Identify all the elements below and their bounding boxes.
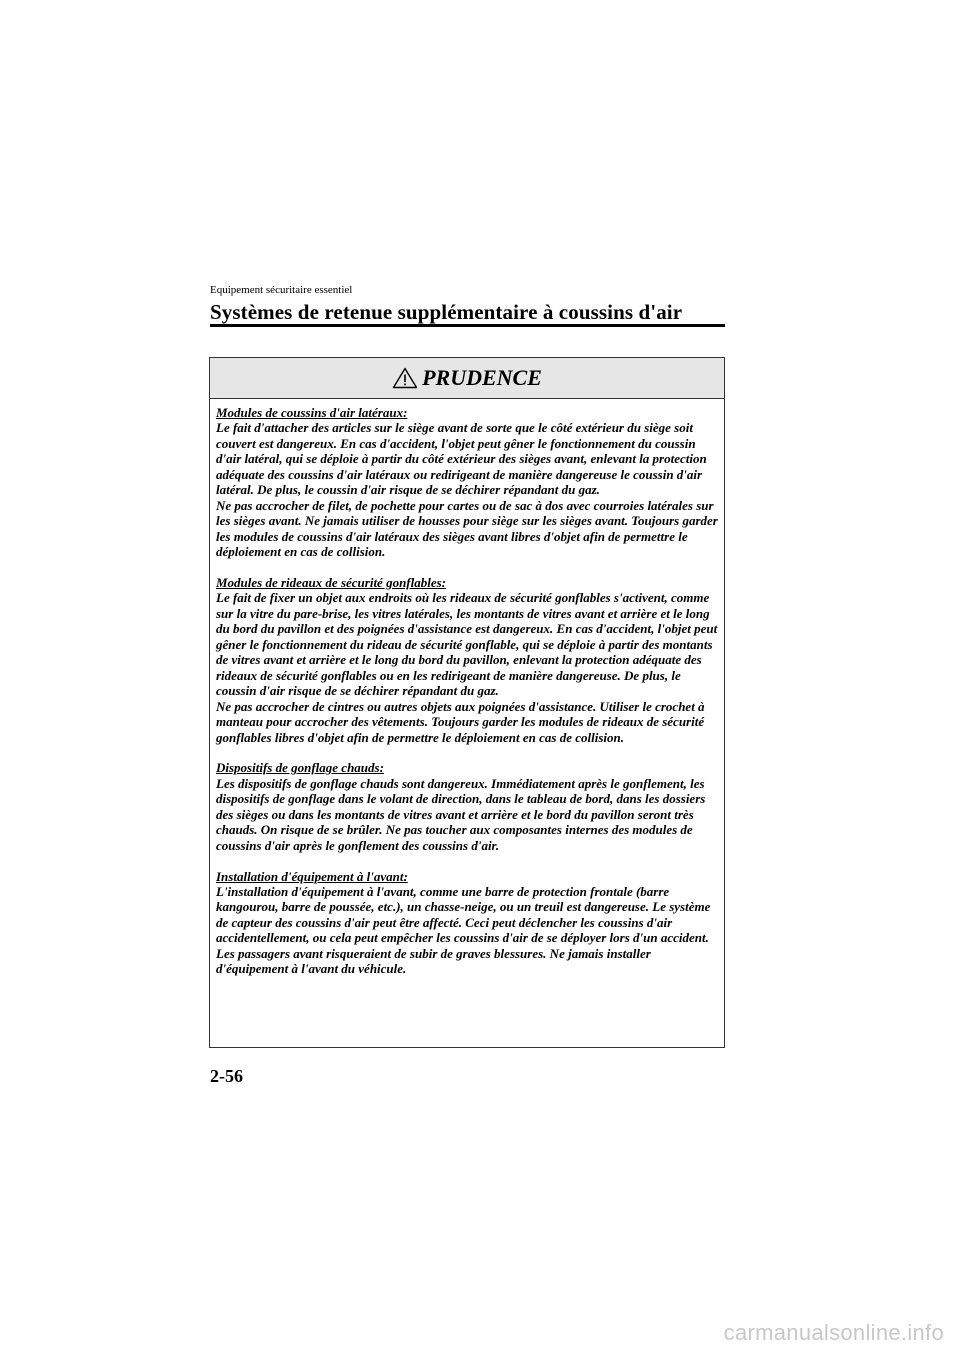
warning-section-hot-inflators [216,760,718,853]
section-text: Le fait d'attacher des articles sur le siège avant de sorte que le côté extérieur du siège soit couvert est dangereux. En cas d'accident, l'objet peut gêner le fonctionnement du coussin d'air latéral, qui se déploie à partir du côté extérieur des sièges avant, enlevant la protection adéquate des coussins d'air latéraux ou redirigeant de manière dangereuse le coussin d'air latéral. De plus, le coussin d'air risque de se déchirer répandant du gaz. Ne pas accrocher de filet, de pochette pour cartes ou de sac à dos avec courroies latérales sur les sièges avant. Ne jamais utiliser de housses pour siège sur les sièges avant. Toujours garder les modules de coussins d'air latéraux des sièges avant libres d'objet afin de permettre le déploiement en cas de collision. [216,420,718,560]
section-label: Equipement sécuritaire essentiel [210,284,353,296]
warning-body [210,399,724,977]
section-text: L'installation d'équipement à l'avant, comme une barre de protection frontale (barre kangourou, barre de poussée, etc.), un chasse-neige, ou un treuil est dangereuse. Le système de capteur des coussins d'air peut être affecté. Ceci peut déclencher les coussins d'air accidentellement, ou cela peut empêcher les coussins d'air de se déployer lors d'un accident. Les passagers avant risqueraient de subir de graves blessures. Ne jamais installer d'équipement à l'avant du véhicule. [216,884,711,977]
section-text: Le fait de fixer un objet aux endroits où les rideaux de sécurité gonflables s'activent, comme sur la vitre du pare-brise, les vitres latérales, les montants de vitres avant et arrière et le long du bord du pavillon et des poignées d'assistance est dangereux. En cas d'accident, l'objet peut gêner le fonctionnement du rideau de sécurité gonflable, qui se déploie à partir des montants de vitres avant et arrière et le long du bord du pavillon, enlevant la protection adéquate des rideaux de sécurité gonflables ou en les redirigeant de manière dangereuse. De plus, le coussin d'air risque de se déchirer répandant du gaz. Ne pas accrocher de cintres ou autres objets aux poignées d'assistance. Utiliser le crochet à manteau pour accrocher des vêtements. Toujours garder les modules de rideaux de sécurité gonflables libres d'objet afin de permettre le déploiement en cas de collision. [216,590,718,745]
warning-section-front-equipment [216,869,718,977]
warning-title: PRUDENCE [422,365,542,390]
watermark: carmanualsonline.info [723,1320,944,1345]
section-heading: Modules de rideaux de sécurité gonflables: [216,574,447,590]
warning-box [209,357,725,1048]
page-header [210,284,682,325]
section-text: Les dispositifs de gonflage chauds sont dangereux. Immédiatement après le gonflement, les dispositifs de gonflage dans le volant de direction, dans le tableau de bord, dans les dossiers des sièges ou dans les montants de vitres avant et arrière et le bord du pavillon seront très chauds. On risque de se brûler. Ne pas toucher aux composantes internes des modules de coussins d'air après le gonflement des coussins d'air. [216,775,706,853]
section-heading: Installation d'équipement à l'avant: [216,868,408,884]
section-heading: Dispositifs de gonflage chauds: [216,760,384,776]
section-heading: Modules de coussins d'air latéraux: [216,405,408,420]
page-title: Systèmes de retenue supplémentaire à coussins d'air [210,300,683,324]
warning-header [210,358,724,399]
warning-section-curtain-airbags [216,575,718,745]
header-rule [210,324,725,327]
page-number: 2-56 [210,1066,243,1086]
warning-triangle-icon [392,367,418,389]
warning-section-side-airbags [216,405,718,560]
